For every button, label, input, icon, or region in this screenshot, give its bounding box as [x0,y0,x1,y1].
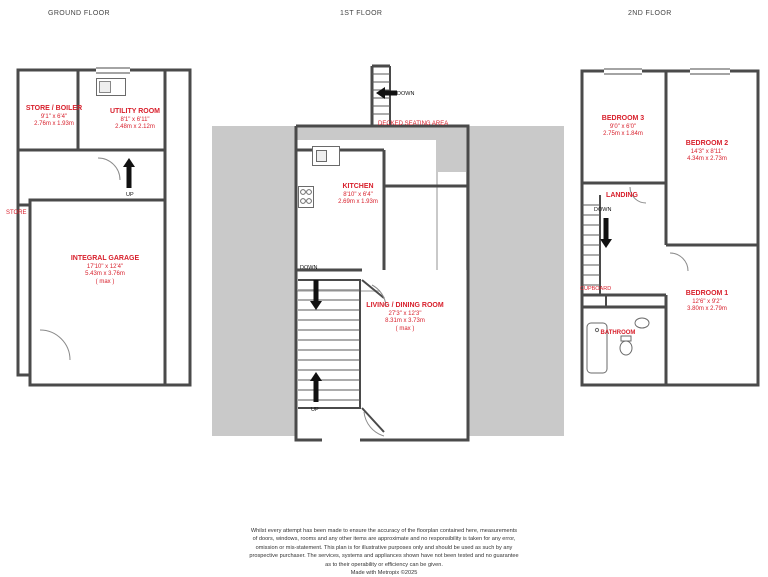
sink-basin-icon [99,81,111,93]
room-bathroom [588,330,648,338]
label-up-ground: UP [126,192,134,198]
floor-title-first: 1ST FLOOR [340,10,383,17]
floor-title-second: 2ND FLOOR [628,10,672,17]
room-kitchen-metric: 2.69m x 1.93m [338,199,378,206]
room-bedroom-3-name: BEDROOM 3 [601,115,645,122]
room-landing [592,192,652,201]
toilet-icon [618,336,634,356]
kitchen-sink-basin-icon [316,150,327,162]
room-living-dining-extra: ( max ) [395,325,415,332]
stairs-down-arrow-first-icon [309,280,323,310]
room-store-boiler [10,105,98,129]
room-store-boiler-imperial: 9'1" x 6'4" [40,113,68,120]
label-down-first: DOWN [300,265,318,271]
label-store: STORE [6,210,27,216]
room-integral-garage [50,255,160,286]
room-living-dining-metric: 8.31m x 3.73m [385,318,425,325]
disclaimer-line-5: as to their operability or efficiency can be given. [325,561,443,568]
stairs-down-arrow-top-icon [376,86,398,100]
room-integral-garage-metric: 5.43m x 3.76m [85,271,125,278]
disclaimer-line-2: of doors, windows, rooms and any other items are approximate and no responsibility is taken for any error, [252,536,516,543]
room-kitchen [308,183,408,207]
label-up-first: UP [311,407,319,413]
room-utility [92,108,178,132]
disclaimer-line-1: Whilst every attempt has been made to ensure the accuracy of the floorplan contained here, measurements [250,528,518,534]
room-bedroom-3-metric: 2.75m x 1.84m [603,131,643,138]
room-landing-name: LANDING [606,192,638,199]
room-living-dining-imperial: 27'3" x 12'3" [388,310,422,317]
room-bedroom-2-name: BEDROOM 2 [685,140,729,147]
room-living-dining [340,302,470,333]
disclaimer-line-4: prospective purchaser. The services, systems and appliances shown have not been tested and no guarantee [249,553,519,560]
room-bedroom-2-imperial: 14'3" x 8'11" [690,148,724,155]
room-bedroom-1-name: BEDROOM 1 [685,290,729,297]
room-bedroom-2-metric: 4.34m x 2.73m [687,156,727,163]
disclaimer-line-3: omission or mis-statement. This plan is for illustrative purposes only and should be used as such by any [255,544,513,551]
basin-icon [634,317,650,329]
room-kitchen-name: KITCHEN [342,183,374,190]
room-bedroom-2 [652,140,762,164]
label-decked-seating-area: DECKED SEATING AREA [378,121,449,127]
room-integral-garage-name: INTEGRAL GARAGE [70,255,140,262]
room-bedroom-3-imperial: 9'0" x 6'0" [609,123,637,130]
room-store-boiler-metric: 2.76m x 1.93m [34,121,74,128]
room-bedroom-1-metric: 3.80m x 2.79m [687,306,727,313]
room-bathroom-name: BATHROOM [600,330,636,336]
room-bedroom-1-imperial: 12'6" x 9'2" [692,298,722,305]
stairs-up-arrow-first-icon [309,372,323,402]
room-utility-imperial: 8'1" x 6'11" [120,116,150,123]
room-integral-garage-extra: ( max ) [95,278,115,285]
floor-title-ground: GROUND FLOOR [48,10,110,17]
room-kitchen-imperial: 8'10" x 6'4" [343,191,373,198]
room-store-boiler-name: STORE / BOILER [25,105,83,112]
first-floor-walls [212,40,572,450]
room-bedroom-1 [652,290,762,314]
room-bedroom-3 [578,115,668,139]
label-down-second: DOWN [594,207,612,213]
label-cupboard: CUPBOARD [580,286,612,292]
label-down-first-top: DOWN [397,91,415,97]
disclaimer [0,527,768,577]
room-integral-garage-imperial: 17'10" x 12'4" [86,263,124,270]
disclaimer-line-6: Made with Metropix ©2025 [350,569,418,576]
stairs-up-arrow-ground-icon [122,158,136,190]
room-living-dining-name: LIVING / DINING ROOM [366,302,444,309]
room-utility-metric: 2.48m x 2.12m [115,124,155,131]
stairs-down-arrow-second-icon [599,218,613,248]
room-utility-name: UTILITY ROOM [109,108,161,115]
